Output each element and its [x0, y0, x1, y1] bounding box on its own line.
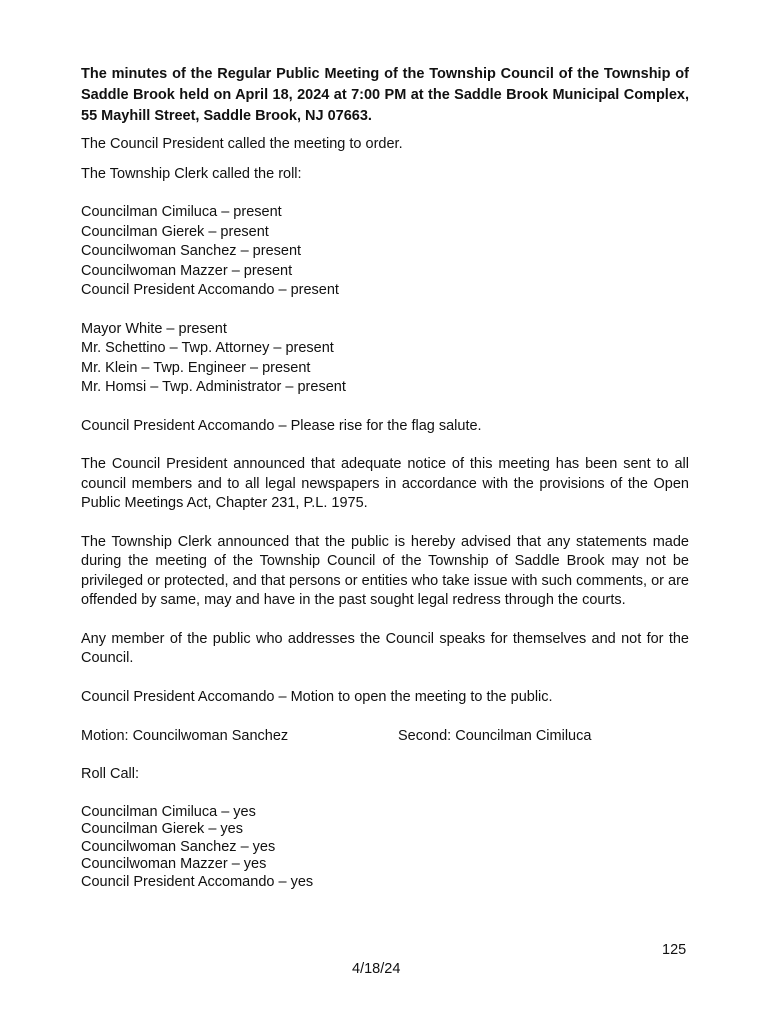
- minutes-heading: The minutes of the Regular Public Meeting of the Township Council of the Township of Saddle Brook held on April 18, 2024 at 7:00 PM at the Saddle Brook Municipal Complex, 55 Mayhill Street, Saddle Brook, NJ 07663.: [81, 66, 689, 124]
- list-item: Councilman Cimiluca – yes: [81, 803, 256, 820]
- list-item: Councilwoman Sanchez – present: [81, 243, 302, 259]
- minutes-page: [81, 64, 689, 891]
- flag-salute-text: Council President Accomando – Please rise for the flag salute.: [81, 417, 482, 434]
- motion-by-text: Motion: Councilwoman Sanchez: [81, 728, 289, 744]
- officials-roll-list: [81, 320, 689, 398]
- list-item: Councilman Gierek – present: [81, 223, 269, 240]
- list-item: Councilwoman Mazzer – yes: [81, 856, 267, 872]
- list-item: Councilman Gierek – yes: [81, 821, 243, 837]
- footer-date: 4/18/24: [352, 961, 401, 977]
- list-item: Councilwoman Mazzer – present: [81, 262, 293, 279]
- page-number: 125: [662, 942, 687, 958]
- motion-second-row: [81, 726, 689, 746]
- roll-call-label: Roll Call:: [81, 766, 140, 782]
- roll-intro-text: The Township Clerk called the roll:: [81, 165, 302, 182]
- list-item: Councilwoman Sanchez – yes: [81, 838, 276, 855]
- second-by-text: Second: Councilman Cimiluca: [398, 728, 592, 744]
- open-motion-text: Council President Accomando – Motion to open the meeting to the public.: [81, 688, 553, 705]
- list-item: Councilman Cimiluca – present: [81, 204, 282, 220]
- list-item: Mr. Schettino – Twp. Attorney – present: [81, 340, 334, 356]
- notice-paragraph: The Council President announced that adequate notice of this meeting has been sent to all council members and to all legal newspapers in accordance with the provisions of the Open Public Meetings Act, Chapter 231, P.L. 1975.: [81, 456, 689, 511]
- called-to-order-text: The Council President called the meeting to order.: [81, 136, 403, 152]
- vote-roll-list: [81, 804, 689, 892]
- list-item: Council President Accomando – present: [81, 282, 339, 298]
- council-roll-list: [81, 203, 689, 301]
- public-statement-paragraph: Any member of the public who addresses the Council speaks for themselves and not for the Council.: [81, 630, 689, 666]
- list-item: Mr. Klein – Twp. Engineer – present: [81, 359, 311, 376]
- clerk-advisory-paragraph: The Township Clerk announced that the public is hereby advised that any statements made during the meeting of the Township Council of the Township of Saddle Brook may not be privileged or protected, and that persons or entities who take issue with such comments, or are offended by same, may and have in the past sought legal redress through the courts.: [81, 533, 689, 608]
- list-item: Council President Accomando – yes: [81, 873, 314, 890]
- list-item: Mayor White – present: [81, 320, 227, 337]
- list-item: Mr. Homsi – Twp. Administrator – present: [81, 379, 346, 395]
